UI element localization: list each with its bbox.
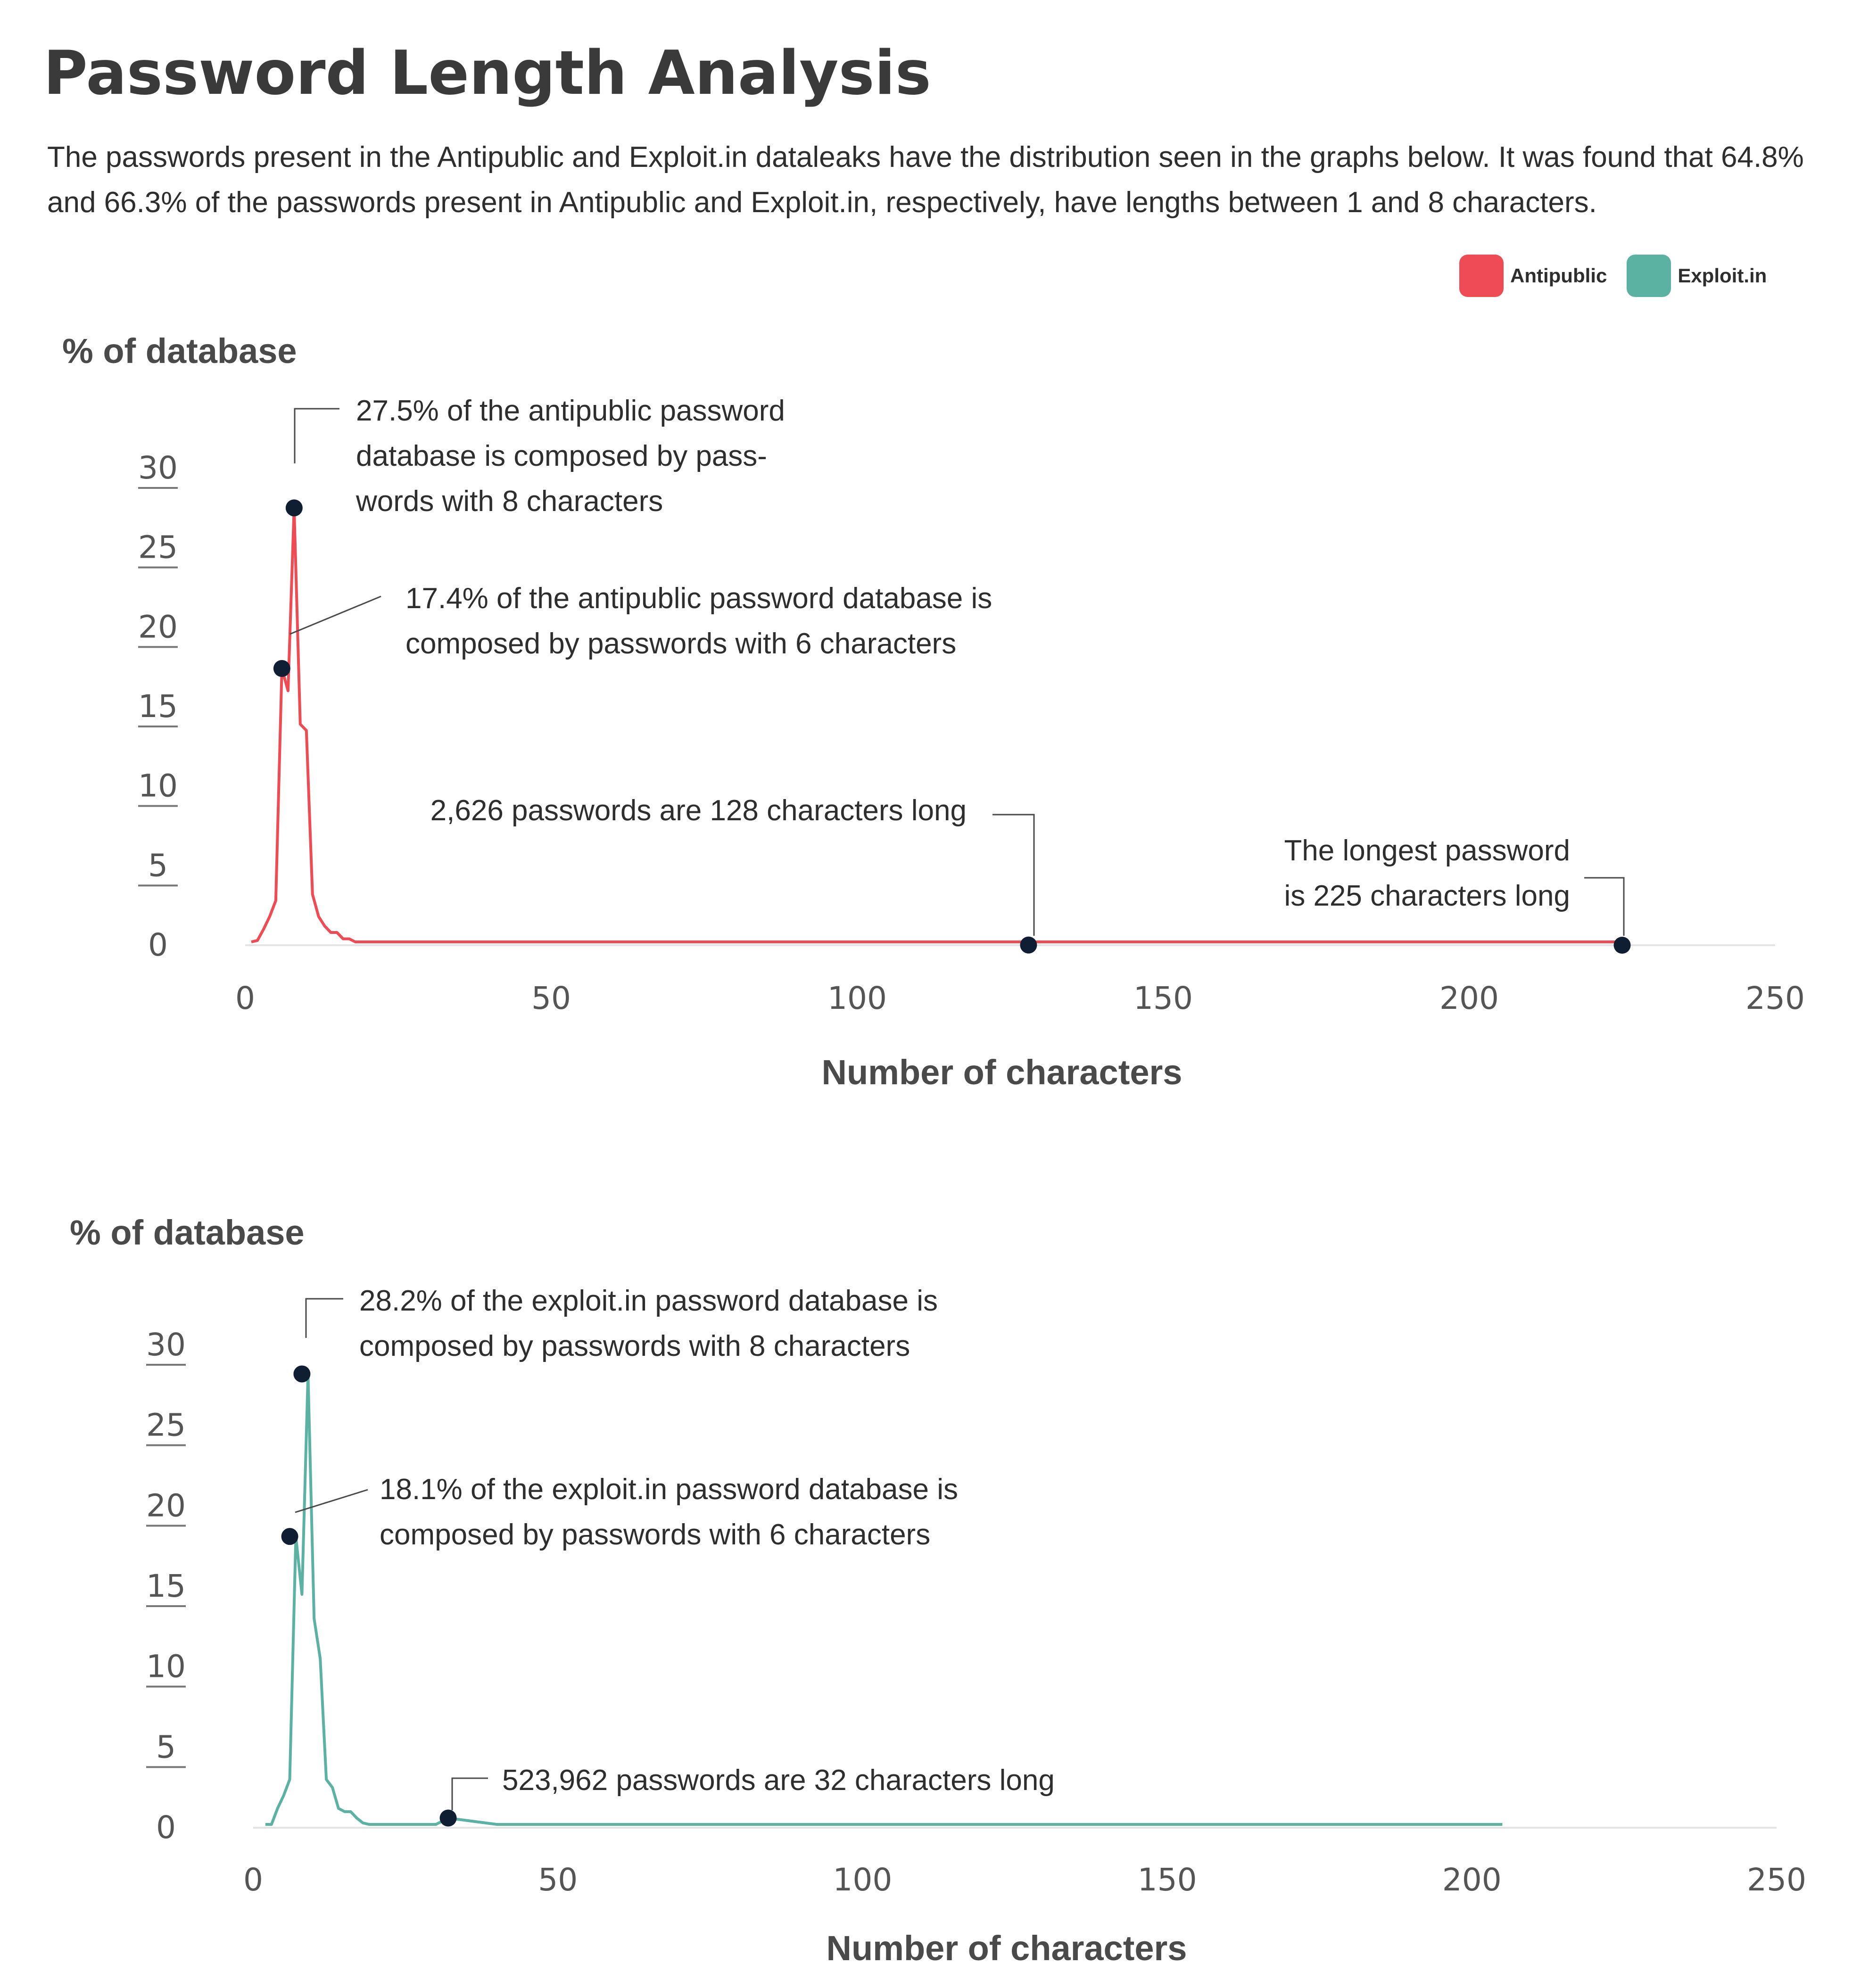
y-tick-label: 0 [156, 1809, 176, 1846]
x-tick-label: 100 [827, 980, 887, 1016]
annotation-point [440, 1810, 457, 1827]
annotation-line: 17.4% of the antipublic password database is [405, 582, 992, 615]
annotation-text [502, 1764, 1055, 1797]
y-tick-label: 5 [156, 1729, 176, 1765]
y-tick-label: 25 [146, 1407, 186, 1444]
page-description: The passwords present in the Antipublic and Exploit.in dataleaks have the distribution seen in the graphs below. It was found that 64.8% and 66.3% of the passwords present in Antipublic and Exploit.in, respectively, have lengths between 1 and 8 characters. [47, 141, 1804, 219]
y-tick-label: 15 [138, 688, 178, 725]
annotation-line: The longest password [1284, 834, 1570, 867]
annotation-text [405, 582, 992, 660]
annotation-line: database is composed by pass- [356, 440, 767, 472]
annotation-line: composed by passwords with 8 characters [359, 1330, 910, 1362]
annotation-leader [1584, 878, 1624, 936]
annotation-text [430, 794, 967, 827]
y-tick-label: 30 [138, 450, 178, 486]
x-tick-label: 100 [833, 1862, 893, 1898]
x-tick-label: 250 [1745, 980, 1805, 1016]
annotation-point [293, 1365, 310, 1382]
series-line-antipublic [251, 508, 1622, 942]
annotation-line: composed by passwords with 6 characters [380, 1518, 931, 1551]
x-axis-label: Number of characters [826, 1929, 1187, 1968]
annotation-point [273, 660, 290, 677]
x-tick-label: 150 [1137, 1862, 1197, 1898]
annotation-point [1020, 937, 1037, 954]
x-tick-label: 250 [1747, 1862, 1806, 1898]
annotation-line: words with 8 characters [356, 485, 663, 518]
y-tick-label: 15 [146, 1568, 186, 1604]
annotation-line: composed by passwords with 6 characters [405, 627, 957, 660]
chart-antipublic [62, 331, 1805, 1092]
x-axis-label: Number of characters [821, 1053, 1183, 1092]
x-tick-label: 50 [538, 1862, 578, 1898]
annotation-leader [290, 596, 381, 634]
annotation-line: 2,626 passwords are 128 characters long [430, 794, 967, 827]
annotation-text [359, 1285, 938, 1362]
annotation-line: 27.5% of the antipublic password [356, 395, 785, 427]
legend-label-exploitin: Exploit.in [1678, 264, 1767, 287]
annotation-line: is 225 characters long [1284, 880, 1570, 912]
page-title: Password Length Analysis [43, 38, 931, 108]
y-tick-label: 20 [138, 609, 178, 645]
annotation-text [380, 1473, 958, 1551]
x-tick-label: 50 [531, 980, 571, 1016]
annotation-leader [452, 1778, 488, 1810]
annotation-text [1284, 834, 1570, 912]
x-tick-label: 200 [1439, 980, 1499, 1016]
y-axis-label: % of database [70, 1213, 305, 1252]
x-tick-label: 150 [1133, 980, 1193, 1016]
y-tick-label: 10 [138, 767, 178, 804]
y-tick-label: 10 [146, 1648, 186, 1685]
y-tick-label: 30 [146, 1327, 186, 1363]
annotation-text [356, 395, 785, 518]
annotation-line: 28.2% of the exploit.in password database is [359, 1285, 938, 1317]
legend-label-antipublic: Antipublic [1510, 264, 1607, 287]
x-tick-label: 0 [235, 980, 255, 1016]
x-tick-label: 200 [1442, 1862, 1502, 1898]
annotation-leader [992, 815, 1034, 936]
series-line-exploitin [265, 1374, 1503, 1824]
annotation-point [286, 499, 303, 516]
annotation-point [1614, 937, 1631, 954]
y-tick-label: 0 [148, 927, 168, 963]
y-tick-label: 5 [148, 847, 168, 884]
y-axis-label: % of database [62, 331, 297, 371]
y-tick-label: 20 [146, 1487, 186, 1524]
annotation-leader [295, 409, 339, 463]
annotation-line: 523,962 passwords are 32 characters long [502, 1764, 1055, 1797]
x-tick-label: 0 [243, 1862, 263, 1898]
annotation-point [281, 1528, 298, 1545]
annotation-line: 18.1% of the exploit.in password database is [380, 1473, 958, 1506]
annotation-leader [306, 1299, 343, 1338]
y-tick-label: 25 [138, 529, 178, 566]
chart-exploitin [70, 1213, 1806, 1968]
